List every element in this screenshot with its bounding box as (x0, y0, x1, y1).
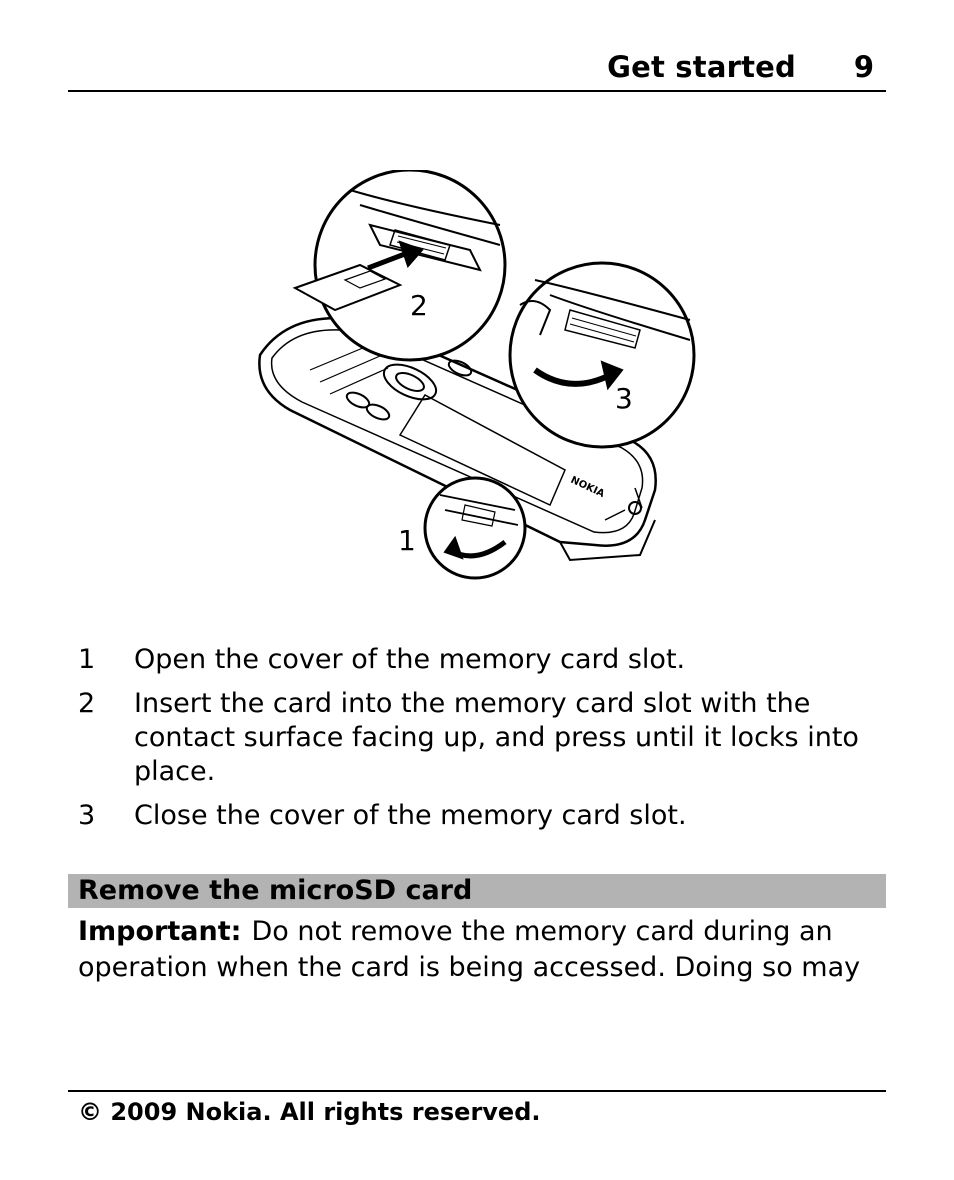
page-header (68, 46, 886, 92)
section-title: Remove the microSD card (78, 875, 473, 906)
step-2 (78, 687, 878, 789)
chapter-title: Get started (607, 50, 796, 84)
important-label: Important: (78, 916, 242, 947)
page-footer (68, 1090, 886, 1126)
step-3 (78, 799, 878, 833)
callout-open-cover (398, 478, 525, 578)
step-1 (78, 643, 878, 677)
important-text: Do not remove the memory card during an operation when the card is being accessed. Doing so may (78, 916, 861, 983)
section-heading-bar (68, 874, 886, 908)
step-text: Close the cover of the memory card slot. (134, 800, 687, 831)
step-number: 1 (78, 644, 96, 675)
svg-text:NOKIA: NOKIA (568, 474, 607, 500)
memory-card-insertion-illustration (250, 170, 710, 590)
step-number: 2 (78, 688, 96, 719)
callout-label-1: 1 (398, 524, 416, 557)
callout-label-2: 2 (410, 289, 428, 322)
step-text: Open the cover of the memory card slot. (134, 644, 686, 675)
copyright-notice: © 2009 Nokia. All rights reserved. (78, 1098, 541, 1126)
step-number: 3 (78, 800, 96, 831)
callout-close-cover (510, 263, 694, 447)
instruction-steps (78, 643, 878, 843)
page-number: 9 (853, 50, 874, 84)
callout-insert-card (295, 170, 505, 360)
callout-label-3: 3 (615, 382, 633, 415)
important-note (78, 914, 878, 986)
step-text: Insert the card into the memory card slot with the contact surface facing up, and press until it locks into place. (134, 688, 859, 787)
